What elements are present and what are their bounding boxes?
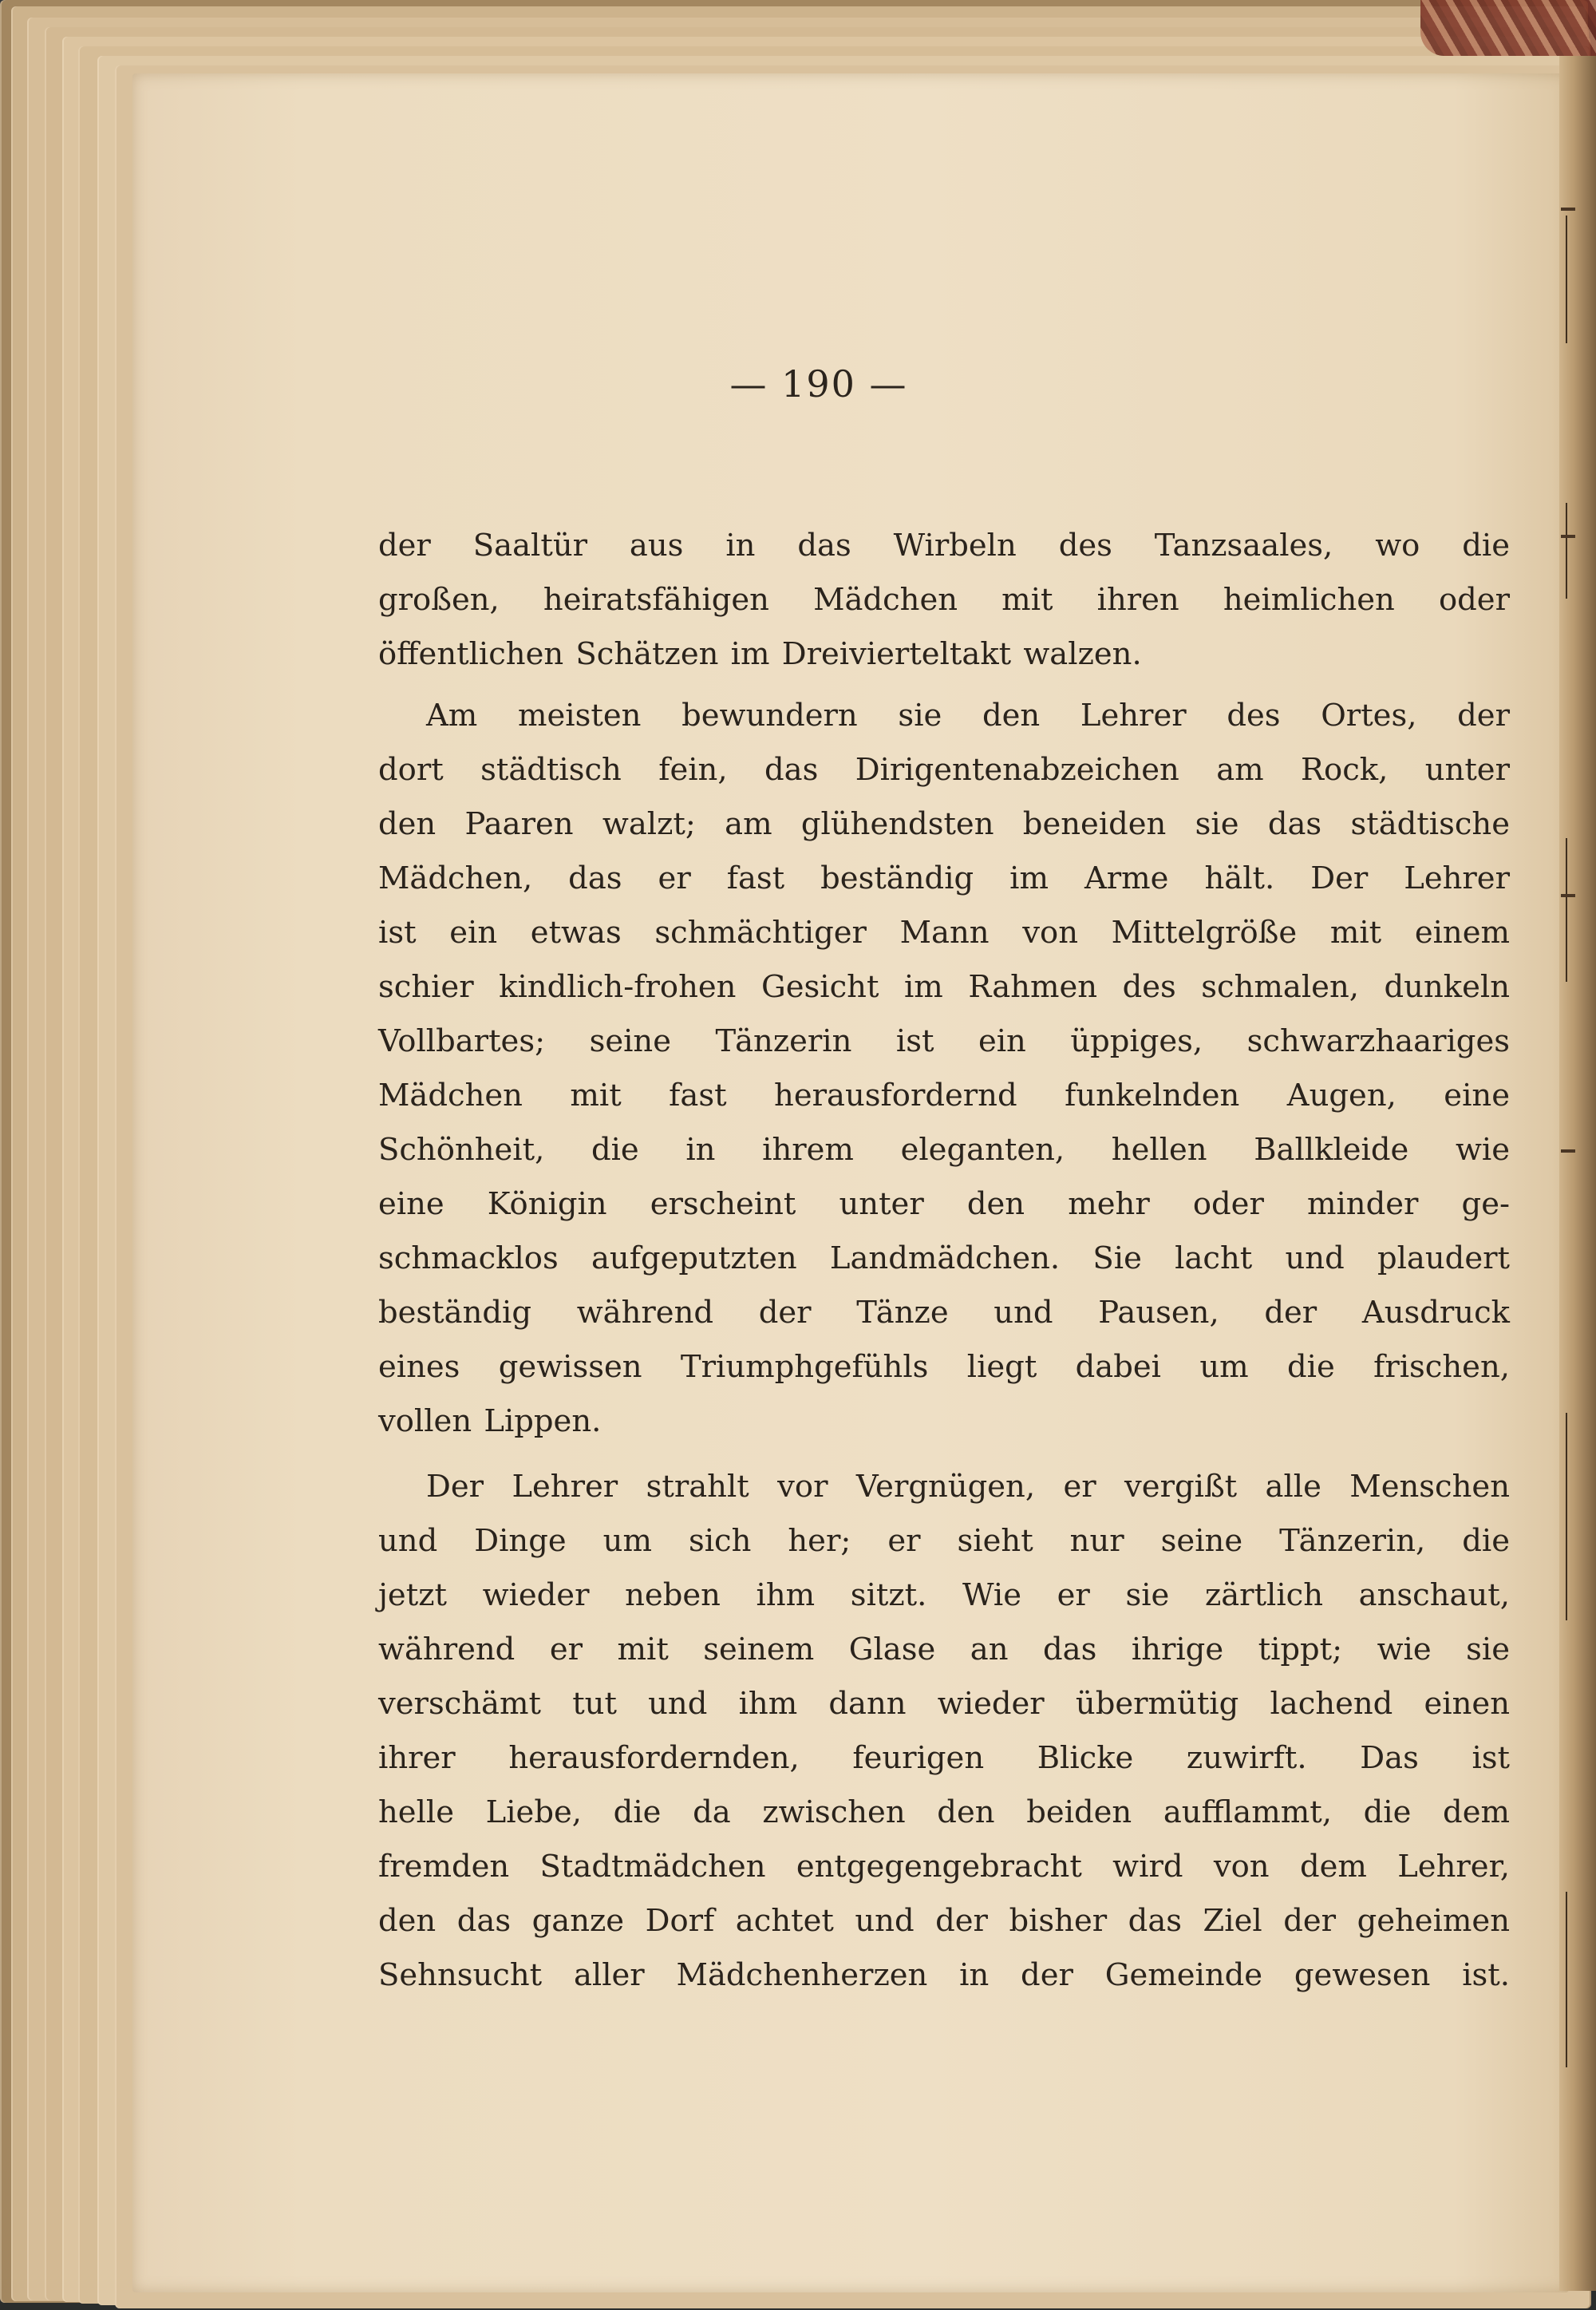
text-line: den das ganze Dorf achtet und der bisher das Ziel der geheimen	[378, 1903, 1510, 1939]
text-line: öffentlichen Schätzen im Dreivierteltakt walzen.	[378, 636, 1142, 672]
text-line: dort städtisch fein, das Dirigentenabzeichen am Rock, unter	[378, 752, 1510, 788]
gutter-shadow-line	[1566, 1413, 1567, 1620]
gutter-shadow-line	[1566, 1892, 1567, 2067]
text-line: Mädchen, das er fast beständig im Arme hält. Der Lehrer	[378, 860, 1510, 896]
gutter-shadow-line	[1566, 838, 1567, 982]
text-line: eines gewissen Triumphgefühls liegt dabei um die frischen,	[378, 1349, 1510, 1385]
book-gutter	[1559, 56, 1596, 2291]
text-line: eine Königin erscheint unter den mehr oder minder ge-	[378, 1186, 1510, 1222]
gutter-shadow-line	[1566, 503, 1567, 599]
text-line: Vollbartes; seine Tänzerin ist ein üppiges, schwarzhaariges	[378, 1023, 1510, 1059]
gutter-shadow-line	[1566, 216, 1567, 343]
text-line: jetzt wieder neben ihm sitzt. Wie er sie zärtlich anschaut,	[378, 1577, 1510, 1613]
text-line: vollen Lippen.	[378, 1403, 602, 1439]
text-line: Der Lehrer strahlt vor Vergnügen, er vergißt alle Menschen	[426, 1469, 1510, 1505]
text-line: ist ein etwas schmächtiger Mann von Mittelgröße mit einem	[378, 915, 1510, 951]
text-line: beständig während der Tänze und Pausen, der Ausdruck	[378, 1295, 1510, 1331]
text-line: großen, heiratsfähigen Mädchen mit ihren heimlichen oder	[378, 582, 1510, 618]
gutter-thread-mark	[1561, 1149, 1575, 1153]
page-number: — 190 —	[729, 362, 908, 405]
text-line: helle Liebe, die da zwischen den beiden aufflammt, die dem	[378, 1794, 1510, 1830]
text-line: während er mit seinem Glase an das ihrige tippt; wie sie	[378, 1632, 1510, 1667]
text-line: und Dinge um sich her; er sieht nur seine Tänzerin, die	[378, 1523, 1510, 1559]
text-line: der Saaltür aus in das Wirbeln des Tanzsaales, wo die	[378, 528, 1510, 564]
text-line: schmacklos aufgeputzten Landmädchen. Sie lacht und plaudert	[378, 1240, 1510, 1276]
text-line: ihrer herausfordernden, feurigen Blicke zuwirft. Das ist	[378, 1740, 1510, 1776]
text-line: den Paaren walzt; am glühendsten beneiden sie das städtische	[378, 806, 1510, 842]
text-line: Schönheit, die in ihrem eleganten, hellen Ballkleide wie	[378, 1132, 1510, 1168]
book-headband	[1420, 0, 1596, 56]
text-line: fremden Stadtmädchen entgegengebracht wird von dem Lehrer,	[378, 1849, 1510, 1885]
gutter-thread-mark	[1561, 208, 1575, 211]
gutter-thread-mark	[1561, 894, 1575, 897]
text-line: Am meisten bewundern sie den Lehrer des Ortes, der	[426, 698, 1510, 734]
text-line: schier kindlich-frohen Gesicht im Rahmen des schmalen, dunkeln	[378, 969, 1510, 1005]
book-page	[132, 73, 1569, 2292]
gutter-thread-mark	[1561, 535, 1575, 538]
text-line: Mädchen mit fast herausfordernd funkelnden Augen, eine	[378, 1078, 1510, 1113]
text-line: verschämt tut und ihm dann wieder übermütig lachend einen	[378, 1686, 1510, 1722]
text-line: Sehnsucht aller Mädchenherzen in der Gemeinde gewesen ist.	[378, 1957, 1510, 1993]
